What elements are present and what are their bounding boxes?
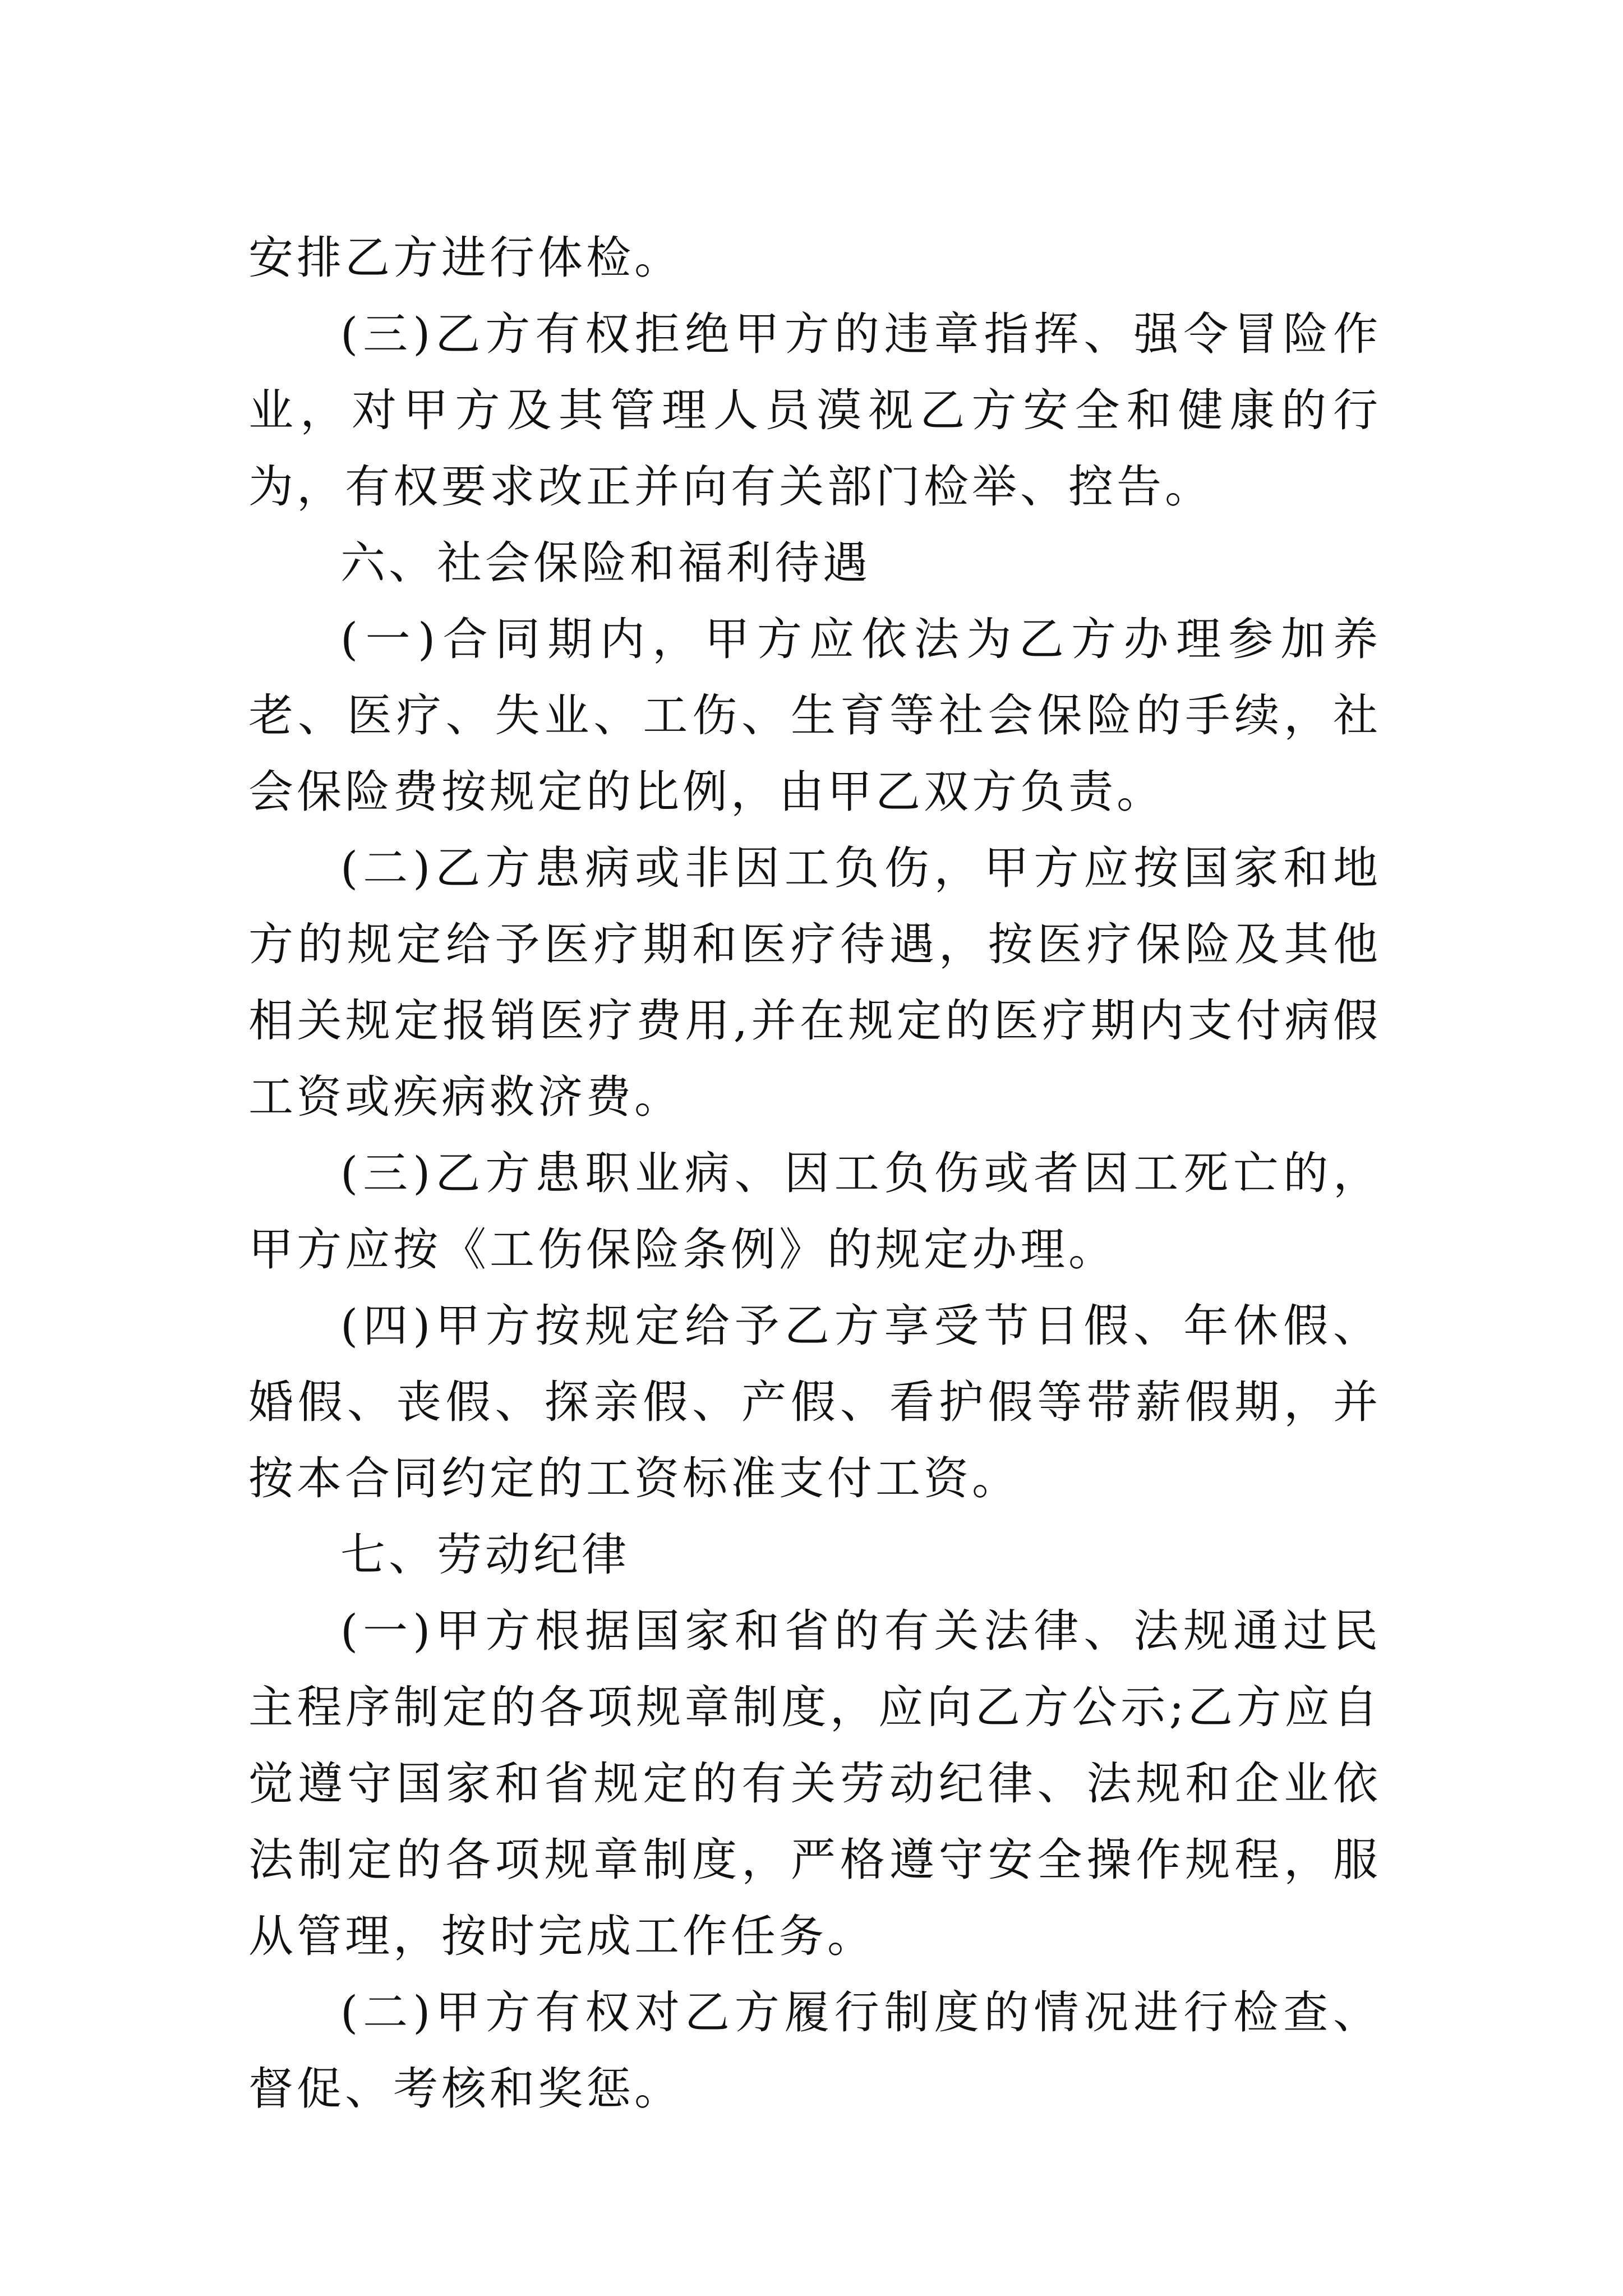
paragraph-illness-medical: (二)乙方患病或非因工负伤，甲方应按国家和地方的规定给予医疗期和医疗待遇，按医疗保险及其他相关规定报销医疗费用,并在规定的医疗期内支付病假工资或疾病救济费。 <box>248 842 1381 1123</box>
section-heading-social-insurance: 六、社会保险和福利待遇 <box>340 537 871 589</box>
paragraph-insurance-procedures: (一)合同期内，甲方应依法为乙方办理参加养老、医疗、失业、工伤、生育等社会保险的手续，社会保险费按规定的比例，由甲乙双方负责。 <box>248 613 1381 818</box>
paragraph-inspection-and-rewards: (二)甲方有权对乙方履行制度的情况进行检查、督促、考核和奖惩。 <box>248 1986 1381 2115</box>
paragraph-occupational-injury: (三)乙方患职业病、因工负伤或者因工死亡的，甲方应按《工伤保险条例》的规定办理。 <box>248 1147 1381 1276</box>
document-body <box>248 220 1381 2127</box>
paragraph-health-check-continued: 安排乙方进行体检。 <box>248 232 683 284</box>
paragraph-paid-leave: (四)甲方按规定给予乙方享受节日假、年休假、婚假、丧假、探亲假、产假、看护假等带薪假期，并按本合同约定的工资标准支付工资。 <box>248 1300 1381 1504</box>
paragraph-right-to-refuse: (三)乙方有权拒绝甲方的违章指挥、强令冒险作业，对甲方及其管理人员漠视乙方安全和健康的行为，有权要求改正并向有关部门检举、控告。 <box>248 308 1381 513</box>
paragraph-rules-and-regulations: (一)甲方根据国家和省的有关法律、法规通过民主程序制定的各项规章制度，应向乙方公示;乙方应自觉遵守国家和省规定的有关劳动纪律、法规和企业依法制定的各项规章制度，严格遵守安全操作规程，服从管理，按时完成工作任务。 <box>248 1605 1381 1962</box>
section-heading-labor-discipline: 七、劳动纪律 <box>340 1529 630 1581</box>
